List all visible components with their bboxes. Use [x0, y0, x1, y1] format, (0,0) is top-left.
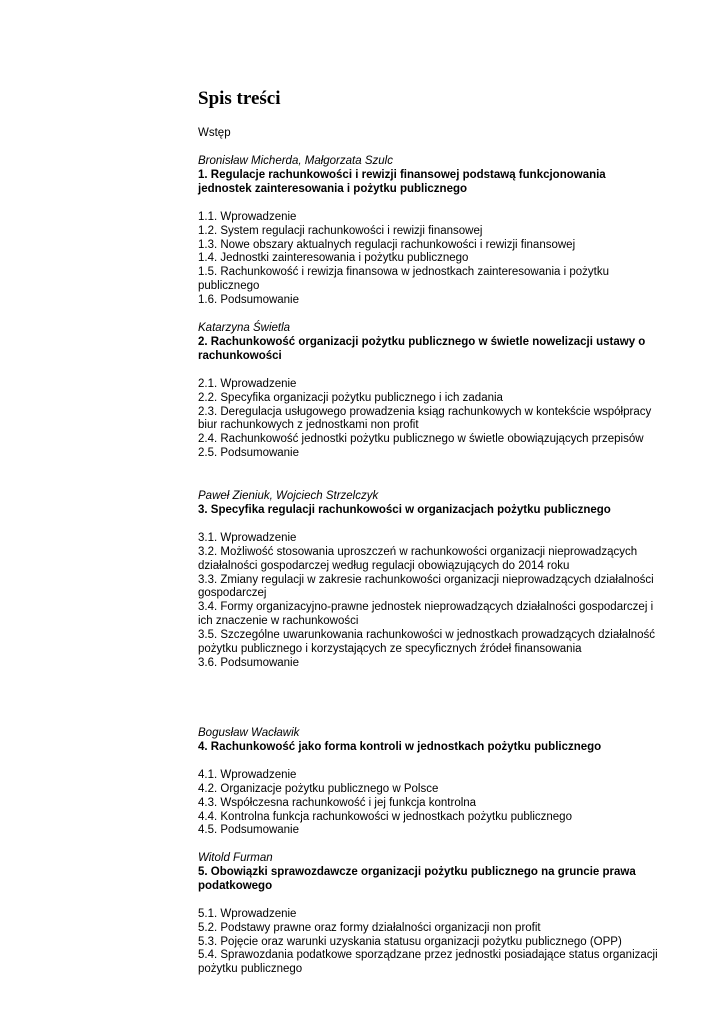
- section-item: 3.3. Zmiany regulacji w zakresie rachunkowości organizacji nieprowadzących działalności gospodarczej: [198, 573, 654, 600]
- section-item: 1.1. Wprowadzenie: [198, 210, 297, 223]
- section-item: 2.4. Rachunkowość jednostki pożytku publicznego w świetle obowiązujących przepisów: [198, 433, 644, 446]
- chapter-4: [198, 727, 658, 838]
- intro-entry: Wstęp: [198, 127, 231, 139]
- section-item: 3.1. Wprowadzenie: [198, 531, 297, 544]
- chapter-author: Bronisław Micherda, Małgorzata Szulc: [198, 155, 393, 167]
- section-list: [198, 532, 658, 671]
- section-item: 3.4. Formy organizacyjno-prawne jednostek nieprowadzących działalności gospodarczej i ich znaczenie w rachunkowości: [198, 601, 654, 628]
- chapter-2: [198, 322, 658, 461]
- section-item: 2.3. Deregulacja usługowego prowadzenia ksiąg rachunkowych w kontekście współpracy biur rachunkowych z jednostkami non profit: [198, 405, 652, 432]
- chapter-title: 1. Regulacje rachunkowości i rewizji finansowej podstawą funkcjonowania jednostek zainteresowania i pożytku publicznego: [198, 168, 606, 195]
- section-item: 4.2. Organizacje pożytku publicznego w Polsce: [198, 782, 439, 795]
- section-item: 4.3. Współczesna rachunkowość i jej funkcja kontrolna: [198, 796, 477, 809]
- section-list: [198, 769, 658, 839]
- section-item: 1.4. Jednostki zainteresowania i pożytku publicznego: [198, 252, 469, 265]
- section-item: 3.5. Szczególne uwarunkowania rachunkowości w jednostkach prowadzących działalność pożytku publicznego i korzystających ze specyficznych źródeł finansowania: [198, 629, 656, 656]
- chapter-author: Bogusław Wacławik: [198, 727, 300, 739]
- section-item: 1.6. Podsumowanie: [198, 294, 300, 307]
- section-list: [198, 378, 658, 461]
- section-item: 1.3. Nowe obszary aktualnych regulacji rachunkowości i rewizji finansowej: [198, 238, 576, 251]
- section-item: 4.1. Wprowadzenie: [198, 768, 297, 781]
- section-item: 1.5. Rachunkowość i rewizja finansowa w jednostkach zainteresowania i pożytku publicznego: [198, 266, 610, 293]
- section-item: 2.2. Specyfika organizacji pożytku publicznego i ich zadania: [198, 391, 503, 404]
- chapter-5: [198, 852, 658, 977]
- section-list: [198, 908, 658, 978]
- chapter-title: 4. Rachunkowość jako forma kontroli w jednostkach pożytku publicznego: [198, 740, 602, 753]
- section-item: 5.3. Pojęcie oraz warunki uzyskania statusu organizacji pożytku publicznego (OPP): [198, 935, 622, 948]
- chapter-author: Katarzyna Świetla: [198, 322, 291, 334]
- section-item: 5.1. Wprowadzenie: [198, 907, 297, 920]
- section-item: 2.5. Podsumowanie: [198, 447, 300, 460]
- section-item: 5.2. Podstawy prawne oraz formy działalności organizacji non profit: [198, 921, 541, 934]
- page-title: Spis treści: [198, 88, 281, 109]
- chapter-author: Witold Furman: [198, 852, 273, 864]
- chapter-author: Paweł Zieniuk, Wojciech Strzelczyk: [198, 490, 379, 502]
- section-item: 3.6. Podsumowanie: [198, 656, 300, 669]
- section-item: 4.4. Kontrolna funkcja rachunkowości w jednostkach pożytku publicznego: [198, 810, 572, 823]
- section-item: 5.4. Sprawozdania podatkowe sporządzane przez jednostki posiadające status organizacji pożytku publicznego: [198, 949, 658, 976]
- chapter-title: 3. Specyfika regulacji rachunkowości w organizacjach pożytku publicznego: [198, 503, 611, 516]
- section-list: [198, 211, 658, 308]
- section-item: 2.1. Wprowadzenie: [198, 377, 297, 390]
- chapter-title: 2. Rachunkowość organizacji pożytku publicznego w świetle nowelizacji ustawy o rachunkowości: [198, 335, 646, 362]
- section-item: 1.2. System regulacji rachunkowości i rewizji finansowej: [198, 224, 483, 237]
- section-item: 3.2. Możliwość stosowania uproszczeń w rachunkowości organizacji nieprowadzących działalności gospodarczej według regulacji obowiązujących do 2014 roku: [198, 545, 638, 572]
- chapter-title: 5. Obowiązki sprawozdawcze organizacji pożytku publicznego na gruncie prawa podatkowego: [198, 865, 636, 892]
- chapter-1: [198, 155, 658, 308]
- section-item: 4.5. Podsumowanie: [198, 824, 300, 837]
- chapter-3: [198, 490, 658, 671]
